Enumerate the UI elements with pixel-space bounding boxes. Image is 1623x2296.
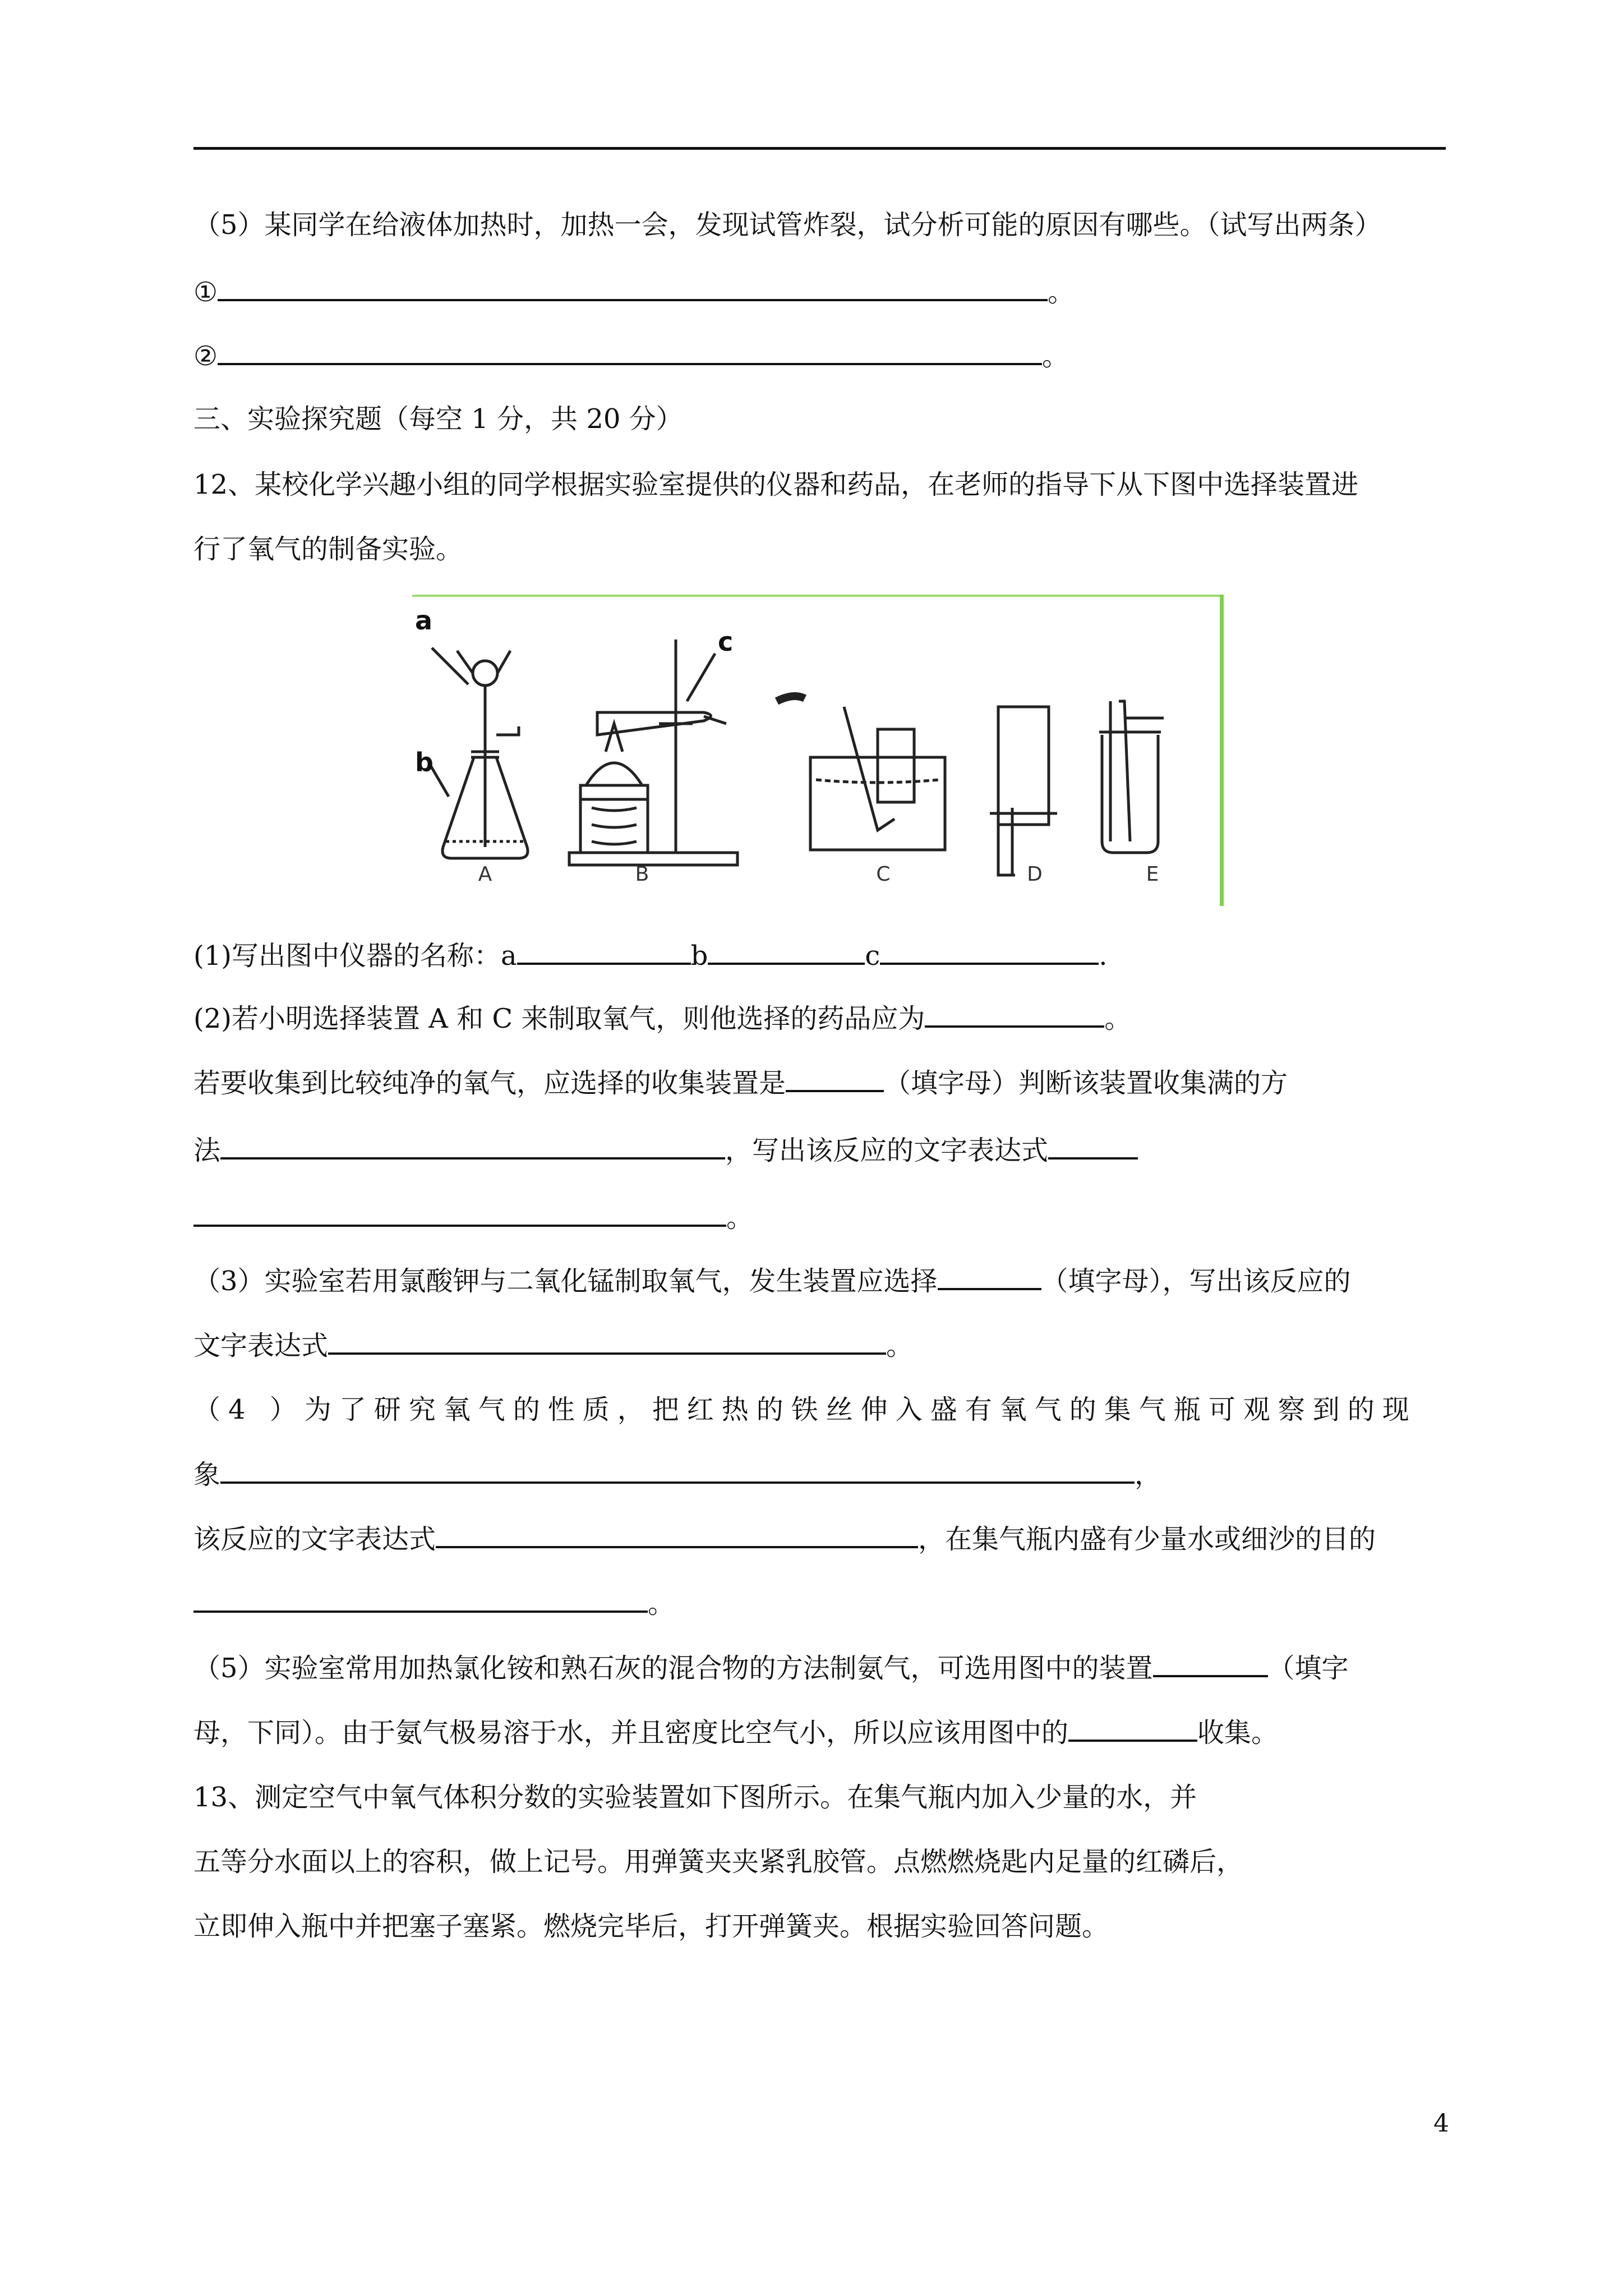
apparatus-figure: [412, 595, 1225, 908]
part-2-line-2: 若要收集到比较纯净的氧气，应选择的收集装置是 （填字母）判断该装置收集满的方: [193, 1068, 1288, 1099]
q5-answer-1: ① 。: [193, 277, 1075, 308]
q5-answer-2: ② 。: [193, 341, 1069, 372]
section-3-title: 三、实验探究题（每空 1 分，共 20 分）: [193, 403, 683, 435]
blank-full-method[interactable]: [220, 1134, 725, 1159]
part-5-line-2: 母，下同）。由于氨气极易溶于水，并且密度比空气小，所以应该用图中的 收集。: [193, 1717, 1279, 1749]
q13-line-1: 13、测定空气中氧气体积分数的实验装置如下图所示。在集气瓶内加入少量的水，并: [193, 1782, 1197, 1813]
part-2-line-1: (2)若小明选择装置 A 和 C 来制取氧气，则他选择的药品应为 。: [193, 1003, 1132, 1034]
page-number: 4: [1433, 2109, 1449, 2138]
part-4-line-3: 该反应的文字表达式 ，在集气瓶内盛有少量水或细沙的目的: [193, 1524, 1376, 1555]
part-4-line-4: 。: [193, 1586, 675, 1621]
blank-reagent[interactable]: [925, 1002, 1104, 1028]
blank-c[interactable]: [880, 939, 1099, 965]
label-a-pointer: [432, 648, 468, 684]
label-c-pointer: [687, 654, 715, 701]
blank-equation[interactable]: [193, 1201, 726, 1227]
blank-equation[interactable]: [328, 1329, 886, 1355]
item-marker-1: ①: [193, 277, 218, 308]
q13-line-3: 立即伸入瓶中并把塞子塞紧。燃烧完毕后，打开弹簧夹。根据实验回答问题。: [193, 1911, 1109, 1942]
apparatus-label-b: B: [635, 863, 649, 886]
blank-collect-device[interactable]: [786, 1066, 884, 1092]
part-2-line-3: 法 ，写出该反应的文字表达式: [193, 1133, 1138, 1168]
part-3-line-1: （3）实验室若用氯酸钾与二氧化锰制取氧气，发生装置应选择 （填字母），写出该反应的: [193, 1266, 1351, 1297]
apparatus-c-trough: [777, 696, 945, 850]
part-3-line-2: 文字表达式 。: [193, 1330, 914, 1361]
apparatus-label-e: E: [1146, 863, 1159, 886]
part-2-line-4: 。: [193, 1200, 753, 1235]
label-b: b: [415, 747, 434, 777]
q5-intro: （5）某同学在给液体加热时，加热一会，发现试管炸裂，试分析可能的原因有哪些。（试写出两条）: [193, 209, 1382, 241]
answer-blank[interactable]: [218, 275, 1048, 301]
apparatus-label-d: D: [1027, 863, 1043, 886]
apparatus-label-a: A: [478, 863, 492, 886]
apparatus-label-c: C: [876, 863, 891, 886]
item-marker-2: ②: [193, 341, 218, 372]
q12-line-1: 12、某校化学兴趣小组的同学根据实验室提供的仪器和药品，在老师的指导下从下图中选择装置进: [193, 469, 1359, 500]
blank-a[interactable]: [517, 939, 691, 965]
part-4-line-1: （4 ）为了研究氧气的性质，把红热的铁丝伸入盛有氧气的集气瓶可观察到的现: [193, 1394, 1417, 1425]
blank-ammonia-collect[interactable]: [1068, 1716, 1197, 1742]
q12-line-2: 行了氧气的制备实验。: [193, 533, 463, 565]
part-5-line-1: （5）实验室常用加热氯化铵和熟石灰的混合物的方法制氨气，可选用图中的装置 （填字: [193, 1653, 1349, 1684]
label-a: a: [415, 605, 433, 636]
header-rule: [193, 147, 1446, 150]
apparatus-b-heating: [569, 639, 737, 865]
blank-equation[interactable]: [436, 1522, 918, 1548]
label-c: c: [718, 627, 734, 657]
blank-phenomenon[interactable]: [220, 1458, 1135, 1484]
blank-equation-start[interactable]: [1048, 1134, 1138, 1159]
apparatus-a-flask: [442, 651, 528, 858]
q13-line-2: 五等分水面以上的容积，做上记号。用弹簧夹夹紧乳胶管。点燃燃烧匙内足量的红磷后，: [193, 1846, 1244, 1878]
apparatus-e-bottle: [1099, 701, 1164, 853]
blank-generator[interactable]: [938, 1264, 1041, 1290]
answer-blank[interactable]: [218, 339, 1042, 365]
blank-b[interactable]: [708, 939, 865, 965]
blank-ammonia-device[interactable]: [1153, 1651, 1268, 1677]
apparatus-d-bottle: [990, 707, 1057, 875]
blank-purpose[interactable]: [193, 1587, 648, 1613]
part-4-line-2: 象 ，: [193, 1459, 1162, 1490]
part-1-line: (1)写出图中仪器的名称：a b c .: [193, 940, 1108, 972]
